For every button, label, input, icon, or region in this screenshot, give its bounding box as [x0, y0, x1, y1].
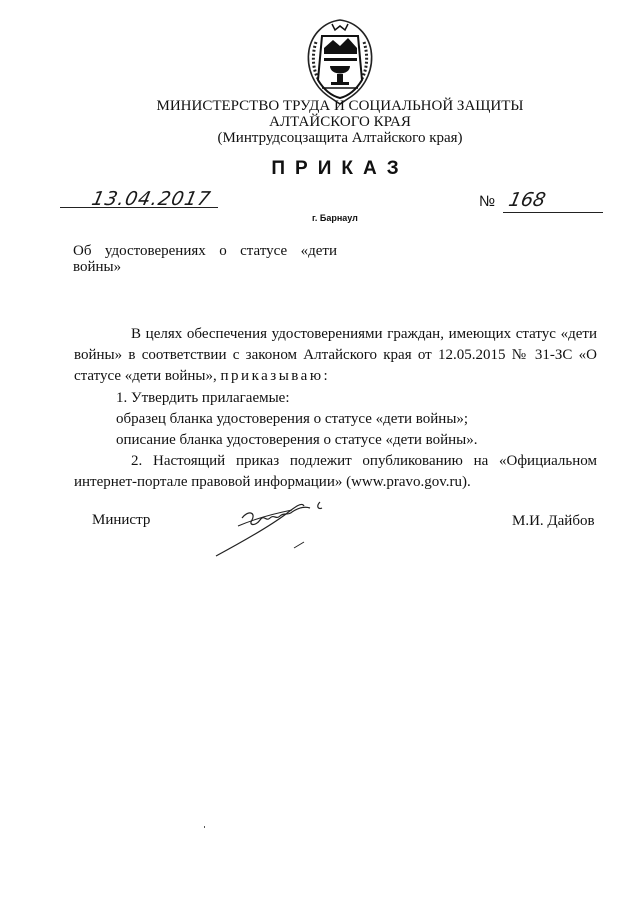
- scan-speck: [204, 826, 205, 828]
- signature-icon: [212, 496, 344, 558]
- order-title: ПРИКАЗ: [271, 158, 409, 179]
- item1-heading: 1. Утвердить прилагаемые:: [116, 389, 290, 406]
- item2-publication: 2. Настоящий приказ подлежит опубликованию на «Официальном интернет-портале правовой информации» (www.pravo.gov.ru).: [74, 453, 597, 491]
- order-subject: Об удостоверениях о статусе «дети войны»: [73, 243, 337, 275]
- order-date: 13.04.2017: [89, 188, 214, 210]
- ministry-header: [140, 98, 540, 146]
- item1-sample-form: образец бланка удостоверения о статусе «дети войны»;: [116, 410, 469, 427]
- signer-name: М.И. Дайбов: [512, 513, 595, 529]
- preamble-text: В целях обеспечения удостоверениями граждан, имеющих статус «дети войны» в соответствии с законом Алтайского края от 12.05.2015 № 31-ЗС «О статусе «дети войны»,: [74, 326, 597, 385]
- item1-form-description: описание бланка удостоверения о статусе «дети войны».: [116, 432, 478, 449]
- signer-position: Министр: [92, 512, 151, 528]
- ministry-name-line1: МИНИСТЕРСТВО ТРУДА И СОЦИАЛЬНОЙ ЗАЩИТЫ: [156, 98, 524, 114]
- order-body: [74, 324, 597, 494]
- ministry-name-line2: АЛТАЙСКОГО КРАЯ: [269, 114, 411, 130]
- city-label: г. Барнаул: [312, 213, 358, 223]
- decree-word: приказываю:: [220, 368, 331, 385]
- order-number: 168: [506, 189, 548, 211]
- order-number-label: №: [479, 193, 496, 210]
- number-underline: [503, 212, 603, 213]
- preamble-paragraph: [74, 324, 597, 388]
- coat-of-arms-icon: [302, 18, 378, 106]
- ministry-short-name: (Минтрудсоцзащита Алтайского края): [217, 130, 463, 146]
